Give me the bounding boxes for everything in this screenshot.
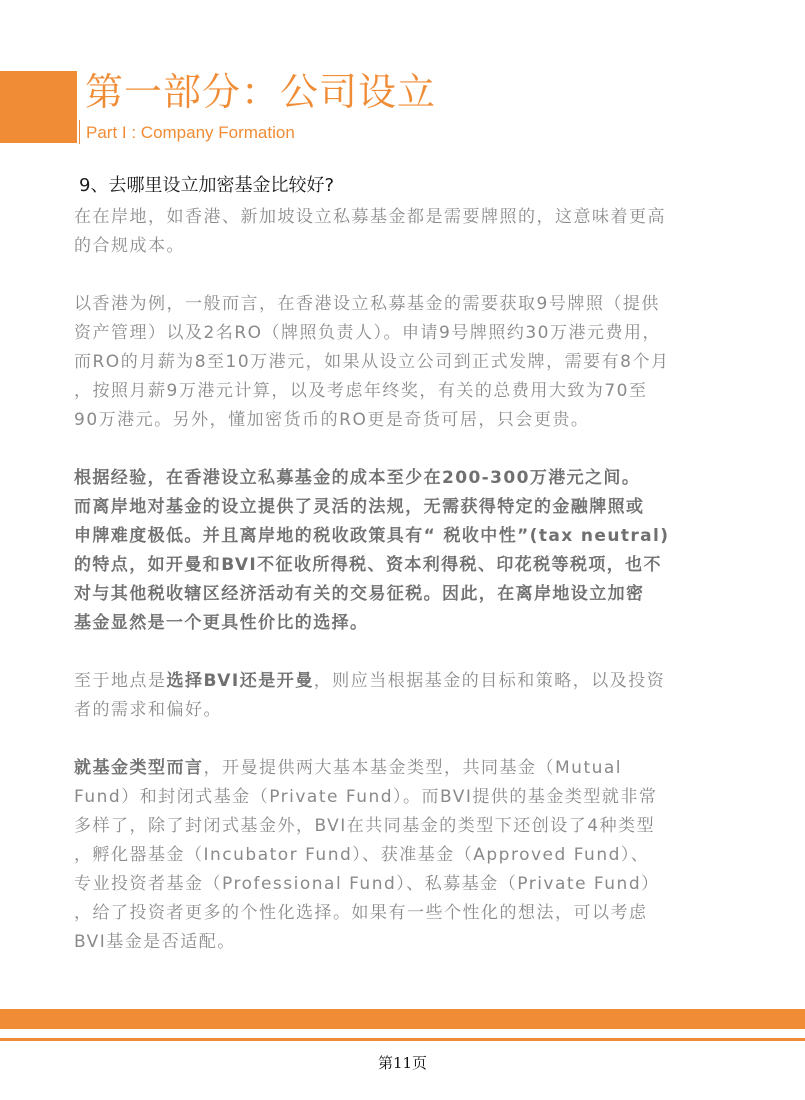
text-line: 而RO的月薪为8至10万港元，如果从设立公司到正式发牌，需要有8个月	[74, 352, 670, 372]
text-line: BVI基金是否适配。	[74, 932, 236, 952]
text-fragment: ，开曼提供两大基本基金类型，共同基金（Mutual	[203, 758, 623, 778]
text-line: 多样了，除了封闭式基金外，BVI在共同基金的类型下还创设了4种类型	[74, 816, 656, 836]
text-line	[74, 754, 759, 783]
paragraph-fund-types	[74, 754, 759, 957]
text-fragment: ，则应当根据基金的目标和策略，以及投资	[313, 671, 666, 691]
footer-divider	[0, 1038, 805, 1041]
text-line: 在在岸地，如香港、新加坡设立私募基金都是需要牌照的，这意味着更高	[74, 207, 666, 227]
footer-accent-bar	[0, 1009, 805, 1029]
paragraph-offshore-advantage	[74, 464, 759, 638]
text-line: 申牌难度极低。并且离岸地的税收政策具有“ 税收中性”(tax neutral)	[74, 526, 670, 546]
emphasis-text: 就基金类型而言	[74, 758, 204, 778]
text-line: 专业投资者基金（Professional Fund）、私募基金（Private Fund）	[74, 874, 660, 894]
text-fragment: 至于地点是	[74, 671, 167, 691]
text-line: 对与其他税收辖区经济活动有关的交易征税。因此，在离岸地设立加密	[74, 584, 645, 604]
text-line: 以香港为例，一般而言，在香港设立私募基金的需要获取9号牌照（提供	[74, 294, 660, 314]
text-line: 的合规成本。	[74, 236, 185, 256]
emphasis-text: 选择BVI还是开曼	[166, 671, 314, 691]
section-title: 第一部分：公司设立	[85, 70, 437, 114]
body-content	[74, 203, 759, 986]
text-line: 的特点，如开曼和BVI不征收所得税、资本利得税、印花税等税项，也不	[74, 555, 662, 575]
text-line: 根据经验，在香港设立私募基金的成本至少在200-300万港元之间。	[74, 468, 641, 488]
text-line: ，给了投资者更多的个性化选择。如果有一些个性化的想法，可以考虑	[74, 903, 648, 923]
header-accent-block	[0, 71, 77, 143]
page-number: 第11页	[377, 1054, 428, 1072]
text-line: ，孵化器基金（Incubator Fund）、获准基金（Approved Fund）、	[74, 845, 650, 865]
text-line: Fund）和封闭式基金（Private Fund）。而BVI提供的基金类型就非常	[74, 787, 658, 807]
text-line: 90万港元。另外，懂加密货币的RO更是奇货可居，只会更贵。	[74, 410, 590, 430]
text-line	[74, 667, 759, 696]
text-line: 基金显然是一个更具性价比的选择。	[74, 613, 369, 633]
text-line: 而离岸地对基金的设立提供了灵活的法规，无需获得特定的金融牌照或	[74, 497, 645, 517]
text-line: 资产管理）以及2名RO（牌照负责人）。申请9号牌照约30万港元费用，	[74, 323, 661, 343]
section-subtitle: Part I : Company Formation	[86, 123, 295, 142]
question-heading: 9、去哪里设立加密基金比较好?	[79, 175, 335, 196]
paragraph-onshore-cost	[74, 203, 759, 261]
subtitle-divider	[79, 120, 80, 144]
text-line: ，按照月薪9万港元计算，以及考虑年终奖，有关的总费用大致为70至	[74, 381, 648, 401]
text-line: 者的需求和偏好。	[74, 700, 222, 720]
paragraph-location-choice	[74, 667, 759, 725]
paragraph-hong-kong-example	[74, 290, 759, 435]
